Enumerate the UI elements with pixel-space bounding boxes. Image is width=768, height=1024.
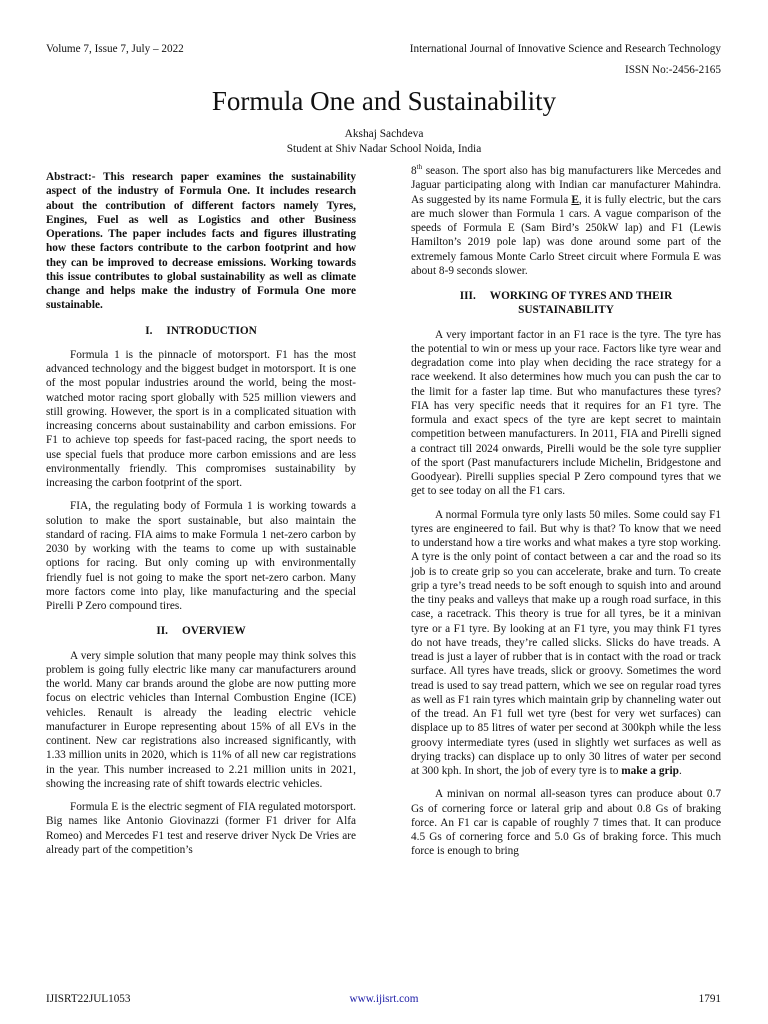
paragraph: A minivan on normal all-season tyres can produce about 0.7 Gs of cornering force or lateral grip and about 0.8 Gs of braking force. An F1 car is capable of roughly 7 times that. It can produce 4.5 Gs of cornering force and 5.0 Gs of braking force. This much force is enough to bring	[411, 788, 721, 858]
paragraph: Formula E is the electric segment of FIA regulated motorsport. Big names like Antonio Giovinazzi (former F1 driver for Alfa Romeo) and Mercedes F1 test and reserve driver Nyck De Vries are already part of the competition’s	[46, 801, 356, 856]
section-heading-overview	[46, 624, 356, 638]
volume-issue: Volume 7, Issue 7, July – 2022	[46, 43, 184, 55]
author-name: Akshaj Sachdeva	[344, 128, 424, 140]
right-column	[411, 164, 721, 859]
section-number: II.	[156, 625, 168, 638]
section-title: WORKING OF TYRES AND THEIR SUSTAINABILITY	[489, 290, 673, 317]
paragraph: A very important factor in an F1 race is the tyre. The tyre has the potential to win or mess up your race. Factors like tyre wear and degradation come into play when deciding the race strategy for a race weekend. It also determines how much you can push the car to the limit for a faster lap time. But who manufactures these tyres? FIA has very specific needs that it requires for an F1 tyre. The formula and exact specs of the tyre are kept secret to maintain competition between manufacturers. In 2011, FIA and Pirelli signed a contract till 2024 onwards, Pirelli would be the sole tyre supplier of the sport (Past manufacturers include Michelin, Bridgestone and Goodyear). Pirelli supplies special P Zero compound tyres that we get to see today on all the F1 cars.	[411, 328, 721, 498]
section-title: OVERVIEW	[181, 625, 246, 638]
bold-phrase: make a grip	[621, 765, 679, 777]
journal-name: International Journal of Innovative Science and Research Technology	[409, 43, 721, 55]
section-number: III.	[459, 290, 476, 302]
issn: ISSN No:-2456-2165	[624, 64, 721, 76]
text-run: season. The sport also has big manufacturers like Mercedes and Jaguar participating along with Indian car manufacturer Mahindra. As suggested by its name Formula	[411, 165, 721, 206]
ordinal-suffix: th	[416, 163, 423, 172]
section-heading-tyres	[411, 289, 721, 318]
text-run: A normal Formula tyre only lasts 50 miles. Some could say F1 tyres are engineered to fail. But why is that? To know that we need to understand how a tire works and what makes a tyre stop working. A tyre is the only point of contact between a car and the road so its job is to create grip so you can accelerate, brake and turn. To create grip a tyre’s tread needs to be soft enough to squish into and around the tiny peaks and valleys that make up a rough road surface, in this case, a racetrack. This theory is true for all tyres, be it a minivan tyre or a F1 tyre. By looking at an F1 tyre, you may think F1 tyres do not have treads, they’re called slicks. Slicks do have treads. A tread is just a layer of rubber that is in contact with the road or track surface. All tyres have treads, slick or groovy. Sometimes the word tread is used to say tread pattern, which we see on regular road tyres as well as F1 rain tyres which maintain grip by channeling water out of the tread. An F1 full wet tyre (best for very wet surfaces) can displace up to 85 litres of water per second at 300kph while the less groovy intermediate tyres (used in slightly wet surfaces as well as drying tracks) can displace up to only 30 litres of water per second at 300 kph. In short, the job of every tyre is to	[411, 508, 721, 777]
text-run: , it is fully electric, but the cars are much slower than Formula 1 cars. A vague comparison of the speeds of Formula E (Sam Bird’s 250kW lap) and F1 (Lewis Hamilton’s 2019 pole lap) was done around some part of the extremely famous Monte Carlo Street circuit where Formula E was about 8-9 seconds slower.	[411, 193, 721, 277]
page-number: 1791	[698, 993, 721, 1005]
paper-code: IJISRT22JUL1053	[46, 993, 131, 1005]
paragraph: A very simple solution that many people may think solves this problem is going fully electric like many car manufacturers around the world. Many car brands around the globe are now putting more focus on electric vehicles than Internal Combustion Engine (ICE) vehicles. Renault is already the leading electric vehicle manufacturer in Europe representing about 15% of all EVs in the continent. New car registrations also increased significantly, with 1.33 million units in 2020, which is 11% of all new car registrations in the year. This number increased to 2.21 million units in 2021, showing the increasing rate of shift towards electric vehicles.	[46, 649, 356, 790]
journal-url[interactable]: www.ijisrt.com	[349, 993, 419, 1005]
paragraph	[411, 164, 721, 278]
left-column	[46, 170, 356, 857]
author-affiliation: Student at Shiv Nadar School Noida, India	[286, 143, 482, 155]
paragraph: Formula 1 is the pinnacle of motorsport. F1 has the most advanced technology and the biggest budget in motorsport. It is one of the most popular industries around the world, being the most-watched motor racing sport globally with 525 million viewers and still growing. However, the sport is in a complicated situation with increasing concerns about sustainability and carbon emissions. For F1 to achieve top speeds for fast-paced racing, the sport needs to use special fuels that produce more carbon emissions and are less environmentally friendly. This compromises sustainability by increasing the carbon footprint of the sport.	[46, 348, 356, 489]
text-run: .	[678, 765, 682, 777]
paragraph	[411, 508, 721, 779]
section-title: INTRODUCTION	[166, 324, 257, 337]
abstract: Abstract:- This research paper examines the sustainability aspect of the industry of Formula One. It includes research about the contribution of different factors namely Tyres, Engines, Fuel as well as Logistics and other Business Operations. The paper includes facts and figures illustrating how these factors contribute to the carbon footprint and how they can be improved to decrease emissions. Working towards this issue contributes to global sustainability as well as climate change and helps make the industry of Formula One more sustainable.	[46, 171, 356, 312]
paper-title: Formula One and Sustainability	[211, 86, 557, 116]
section-heading-introduction	[46, 324, 356, 338]
paragraph: FIA, the regulating body of Formula 1 is working towards a solution to make the sport sustainable, but also maintain the standard of racing. FIA aims to make Formula 1 net-zero carbon by 2030 by working with the teams to come up with sustainable options for racing. But only coming up with environmentally friendly fuel is not going to make the sport net-zero carbon. Many more factors come into play, like manufacturing and the special Pirelli P Zero compound tires.	[46, 500, 356, 612]
section-number: I.	[145, 324, 153, 337]
emphasized-letter: E	[571, 193, 579, 206]
season-number: 8	[411, 165, 417, 177]
